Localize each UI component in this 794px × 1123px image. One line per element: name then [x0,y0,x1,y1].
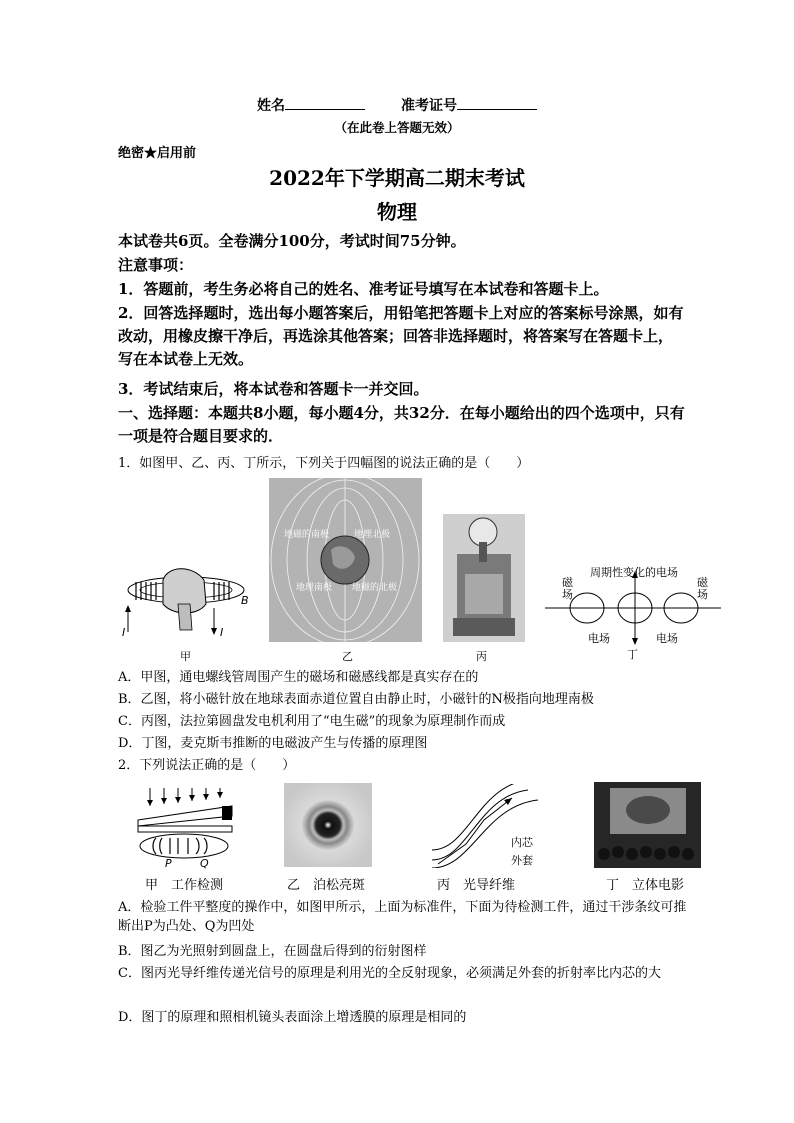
figure-label-ding: 丁 [627,648,638,661]
em-label-electric-left: 电场 [588,632,610,645]
candidate-info-line [0,95,794,115]
q1-option-a: A．甲图，通电螺线管周围产生的磁场和磁感线都是真实存在的 [118,670,479,685]
q2-option-c: C．图丙光导纤维传递光信号的原理是利用光的全反射现象，必须满足外套的折射率比内芯的大 [118,966,661,981]
notice-item: 2．回答选择题时，选出每小题答案后，用铅笔把答题卡上对应的答案标号涂黑，如有改动，用橡皮擦干净后，再选涂其他答案；回答非选择题时，将答案写在答题卡上，写在本试卷上无效。 [118,304,684,368]
fig2-caption-yi: 乙 泊松亮斑 [287,878,366,893]
figure-label-yi: 乙 [342,650,353,663]
name-label: 姓名 [257,98,285,114]
fig2-caption-bing: 丙 光导纤维 [437,878,516,893]
name-blank [285,97,365,110]
current-label-right: I [220,626,224,639]
flatness-test-diagram [132,786,242,870]
question-1-stem: 1．如图甲、乙、丙、丁所示，下列关于四幅图的说法正确的是（ ） [118,456,530,471]
optical-fiber-diagram [428,784,568,868]
em-label-electric-right: 电场 [656,632,678,645]
earth-label: 地理南极 [296,583,333,593]
exam-id-blank [457,97,537,110]
exam-title: 2022年下学期高二期末考试 [269,166,525,190]
label-p: P [165,857,172,870]
field-label-b: B [241,594,249,607]
figure-label-bing: 丙 [476,650,487,663]
exam-id-label: 准考证号 [401,98,457,114]
fiber-cladding-label: 外套 [511,854,533,867]
notice-item: 1．答题前，考生务必将自己的姓名、准考证号填写在本试卷和答题卡上。 [118,280,609,298]
q2-option-d: D．图丁的原理和照相机镜头表面涂上增透膜的原理是相同的 [118,1010,467,1025]
label-q: Q [200,857,209,870]
q1-option-b: B．乙图，将小磁针放在地球表面赤道位置自由静止时，小磁针的N极指向地理南极 [118,692,594,707]
em-label-magnetic-right: 磁场 [697,576,708,601]
em-label-top: 周期性变化的电场 [590,566,678,579]
em-label-magnetic-left: 磁场 [562,576,573,601]
fig2-caption-ding: 丁 立体电影 [606,878,685,893]
solenoid-figure [118,560,258,650]
fiber-core-label: 内芯 [511,836,533,849]
earth-label: 地磁的北极 [352,583,398,593]
fig2-caption-jia: 甲 工作检测 [145,878,224,893]
notice-heading: 注意事项： [118,256,194,274]
q2-option-b: B．图乙为光照射到圆盘上，在圆盘后得到的衍射图样 [118,944,427,959]
q1-option-c: C．丙图，法拉第圆盘发电机利用了“电生磁”的现象为原理制作而成 [118,714,506,729]
intro-text: 本试卷共6页。全卷满分100分，考试时间75分钟。 [118,232,466,250]
q2-option-a: A．检验工件平整度的操作中，如图甲所示，上面为标准件，下面为待检测工件，通过干涉条纹可推断出P为凸处、Q为凹处 [118,900,687,934]
no-answer-note: （在此卷上答题无效） [334,120,460,135]
figure-label-jia: 甲 [180,650,191,663]
q1-option-d: D．丁图，麦克斯韦推断的电磁波产生与传播的原理图 [118,736,428,751]
secret-mark: 绝密★启用前 [118,146,197,161]
earth-label: 地理北极 [354,530,391,540]
exam-subject: 物理 [377,200,417,224]
notice-item: 3．考试结束后，将本试卷和答题卡一并交回。 [118,380,429,398]
section-heading: 一、选择题：本题共8小题，每小题4分，共32分．在每小题给出的四个选项中，只有一项是符合题目要求的． [118,404,685,445]
current-label-left: I [122,626,126,639]
question-2-stem: 2．下列说法正确的是（ ） [118,758,296,773]
3d-movie-photo [594,782,701,868]
earth-field-photo [269,478,422,642]
faraday-disk-photo [443,514,525,642]
poisson-spot-photo [284,783,372,867]
earth-label: 地磁的南极 [284,530,330,540]
